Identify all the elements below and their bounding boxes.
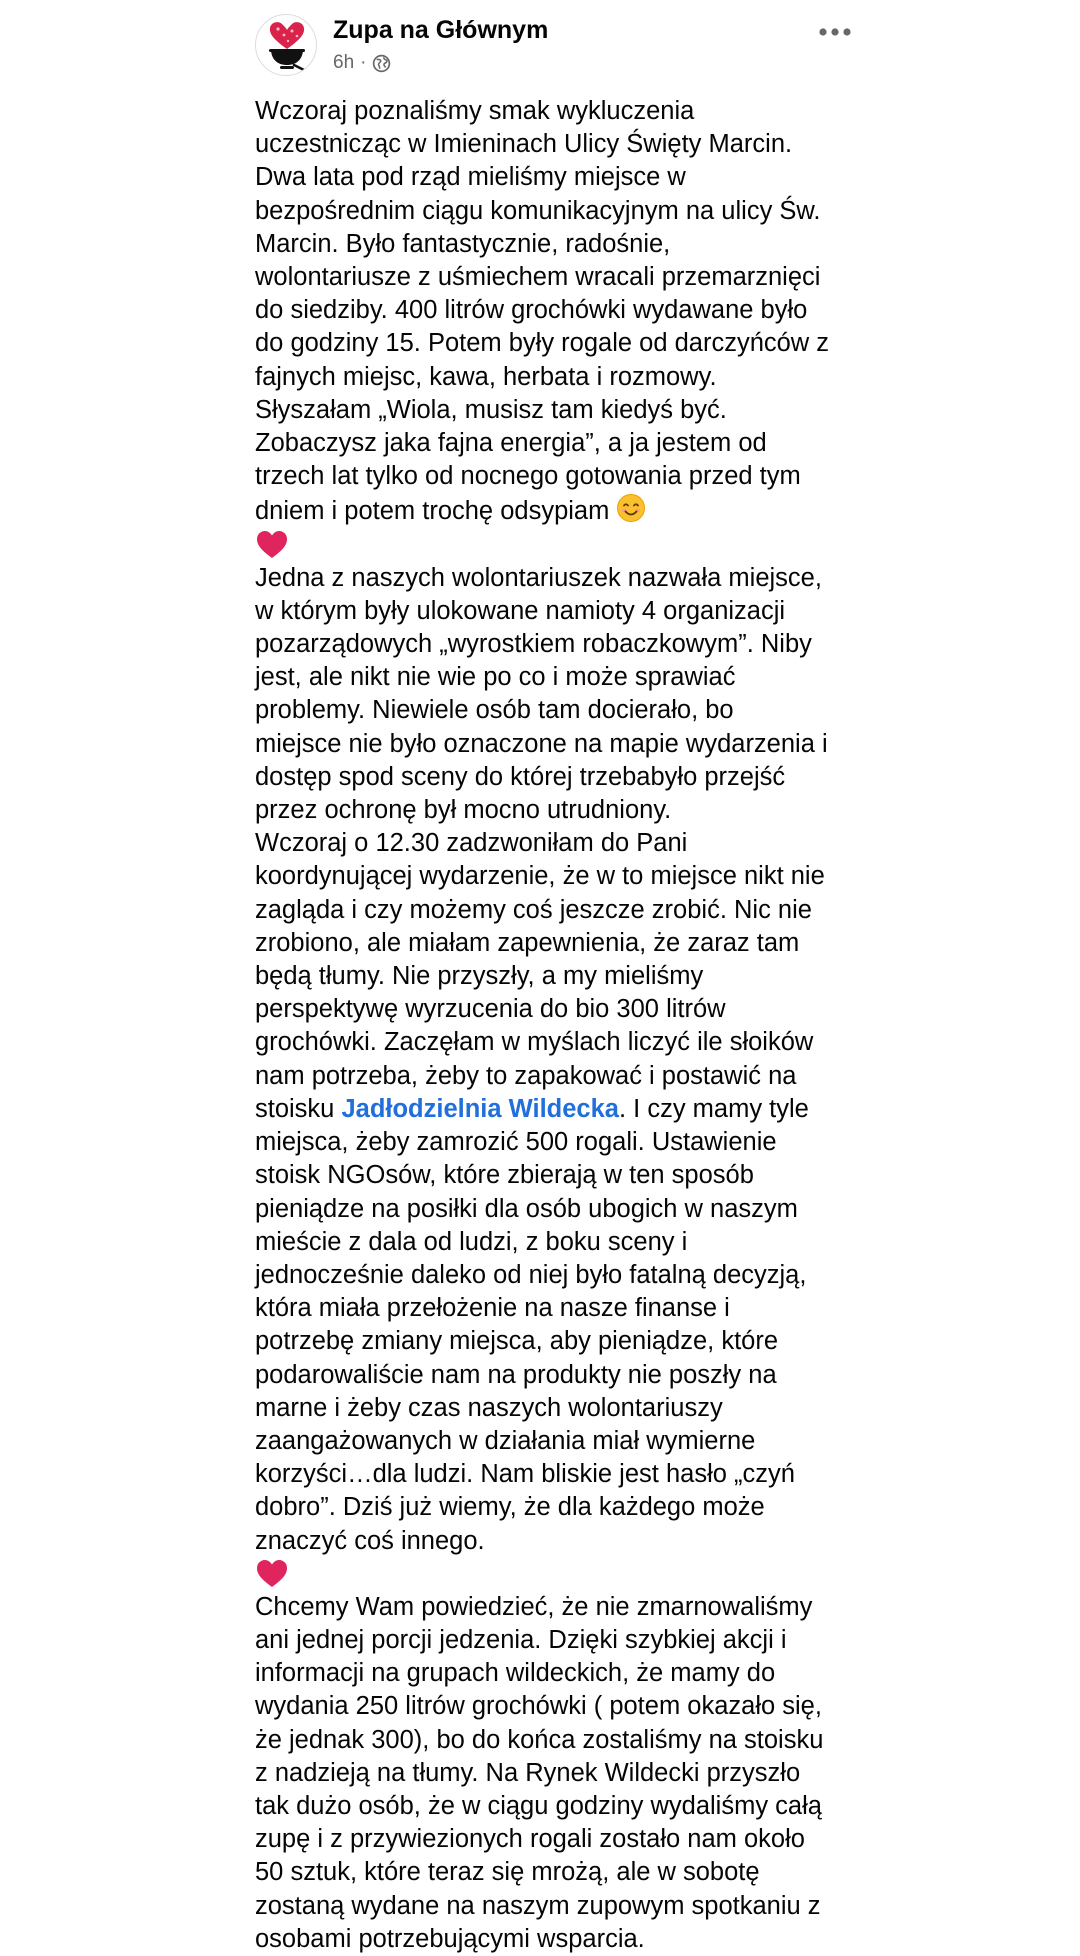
text-line: pozarządowych „wyrostkiem robaczkowym”. Niby bbox=[255, 630, 812, 659]
text-line: wolontariusze z uśmiechem wracali przemarznięci bbox=[255, 263, 821, 292]
text-fragment: stoisku bbox=[255, 1094, 342, 1123]
text-line: koordynującej wydarzenie, że w to miejsce nikt nie bbox=[255, 862, 825, 891]
red-heart-emoji bbox=[255, 529, 289, 562]
text-line: dniem i potem trochę odsypiam bbox=[255, 497, 610, 526]
text-line: dobro”. Dziś już wiemy, że dla każdego może bbox=[255, 1493, 765, 1522]
text-line: grochówki. Zaczęłam w myślach liczyć ile słoików bbox=[255, 1028, 814, 1057]
text-line: podarowaliście nam na produkty nie poszły na bbox=[255, 1360, 777, 1389]
text-line: miejsce nie było oznaczone na mapie wydarzenia i bbox=[255, 729, 828, 758]
text-line: bezpośrednim ciągu komunikacyjnym na ulicy Św. bbox=[255, 196, 821, 225]
paragraph-3 bbox=[255, 1591, 855, 1956]
text-line: pieniądze na posiłki dla osób ubogich w naszym bbox=[255, 1194, 798, 1223]
text-line: wydania 250 litrów grochówki ( potem okazało się, bbox=[255, 1692, 822, 1721]
text-line-with-mention bbox=[255, 1093, 855, 1126]
text-line: z nadzieją na tłumy. Na Rynek Wildecki przyszło bbox=[255, 1758, 801, 1787]
text-line: potrzebę zmiany miejsca, aby pieniądze, które bbox=[255, 1327, 779, 1356]
more-options-button[interactable] bbox=[815, 18, 855, 46]
text-line: marne i żeby czas naszych wolontariuszy bbox=[255, 1393, 723, 1422]
text-line: informacji na grupach wildeckich, że mamy do bbox=[255, 1659, 776, 1688]
text-line: trzech lat tylko od nocnego gotowania przed tym bbox=[255, 462, 801, 491]
text-line: 50 sztuk, które teraz się mrożą, ale w sobotę bbox=[255, 1858, 760, 1887]
text-line: Zobaczysz jaka fajna energia”, a ja jestem od bbox=[255, 429, 767, 458]
post-time[interactable]: 6h bbox=[333, 52, 355, 73]
text-line: w którym były ulokowane namioty 4 organizacji bbox=[255, 596, 786, 625]
text-line: która miała przełożenie na nasze finanse i bbox=[255, 1294, 730, 1323]
text-line: do siedziby. 400 litrów grochówki wydawane było bbox=[255, 296, 808, 325]
post-header bbox=[255, 14, 855, 84]
text-line: fajnych miejsc, kawa, herbata i rozmowy. bbox=[255, 362, 717, 391]
text-line-with-emoji bbox=[255, 493, 855, 528]
post-meta bbox=[333, 52, 391, 74]
paragraph-1 bbox=[255, 95, 855, 529]
text-line: będą tłumy. Nie przyszły, a my mieliśmy bbox=[255, 962, 704, 991]
text-line: ani jednej porcji jedzenia. Dzięki szybkiej akcji i bbox=[255, 1625, 787, 1654]
text-line: jednocześnie daleko od niej było fatalną decyzją, bbox=[255, 1260, 807, 1289]
meta-separator: · bbox=[360, 52, 367, 73]
text-line: perspektywę wyrzucenia do bio 300 litrów bbox=[255, 995, 726, 1024]
text-fragment: . I czy mamy tyle bbox=[618, 1094, 809, 1123]
text-line: jest, ale nikt nie wie po co i może sprawiać bbox=[255, 663, 736, 692]
text-line: uczestnicząc w Imieninach Ulicy Święty Marcin. bbox=[255, 130, 793, 159]
text-line: zupę i z przywiezionych rogali zostało nam około bbox=[255, 1825, 805, 1854]
text-line: problemy. Niewiele osób tam docierało, bo bbox=[255, 696, 734, 725]
text-line: zrobiono, ale miałam zapewnienia, że zaraz tam bbox=[255, 928, 800, 957]
page-name[interactable]: Zupa na Głównym bbox=[333, 16, 549, 44]
red-heart-emoji bbox=[255, 1558, 289, 1591]
text-line: miejsca, żeby zamrozić 500 rogali. Ustawienie bbox=[255, 1128, 777, 1157]
page-mention-link[interactable]: Jadłodzielnia Wildecka bbox=[341, 1094, 619, 1123]
globe-icon[interactable] bbox=[372, 54, 391, 73]
text-line: Wczoraj poznaliśmy smak wykluczenia bbox=[255, 97, 695, 125]
text-line: Słyszałam „Wiola, musisz tam kiedyś być. bbox=[255, 395, 727, 424]
text-line: znaczyć coś innego. bbox=[255, 1526, 485, 1555]
text-line: stoisk NGOsów, które zbierają w ten sposób bbox=[255, 1161, 754, 1190]
text-line: że jednak 300), bo do końca zostaliśmy na stoisku bbox=[255, 1725, 824, 1754]
text-line: przez ochronę był mocno utrudniony. bbox=[255, 796, 672, 825]
text-line: tak dużo osób, że w ciągu godziny wydaliśmy całą bbox=[255, 1791, 822, 1820]
text-line: mieście z dala od ludzi, z boku sceny i bbox=[255, 1227, 688, 1256]
smiling-face-emoji bbox=[616, 493, 646, 523]
text-line: Jedna z naszych wolontariuszek nazwała miejsce, bbox=[255, 563, 822, 592]
text-line: nam potrzeba, żeby to zapakować i postawić na bbox=[255, 1061, 797, 1090]
heart-bowl-logo bbox=[256, 15, 317, 76]
text-line: Wczoraj o 12.30 zadzwoniłam do Pani bbox=[255, 829, 688, 858]
text-line: zagląda i czy możemy coś jeszcze zrobić. Nic nie bbox=[255, 895, 812, 924]
text-line: Dwa lata pod rząd mieliśmy miejsce w bbox=[255, 163, 686, 192]
text-line: zostaną wydane na naszym zupowym spotkaniu z bbox=[255, 1891, 821, 1920]
text-line: osobami potrzebującymi wsparcia. bbox=[255, 1924, 645, 1953]
page-avatar[interactable] bbox=[255, 14, 317, 76]
text-line: Chcemy Wam powiedzieć, że nie zmarnowaliśmy bbox=[255, 1592, 813, 1621]
text-line: zaangażowanych w działania miał wymierne bbox=[255, 1426, 756, 1455]
post-body bbox=[255, 95, 855, 1956]
text-line: korzyści…dla ludzi. Nam bliskie jest hasło „czyń bbox=[255, 1460, 795, 1489]
paragraph-2 bbox=[255, 562, 855, 1558]
text-line: dostęp spod sceny do której trzebabyło przejść bbox=[255, 762, 786, 791]
text-line: do godziny 15. Potem były rogale od darczyńców z bbox=[255, 329, 830, 358]
more-dots-icon bbox=[818, 27, 852, 37]
text-line: Marcin. Było fantastycznie, radośnie, bbox=[255, 229, 671, 258]
